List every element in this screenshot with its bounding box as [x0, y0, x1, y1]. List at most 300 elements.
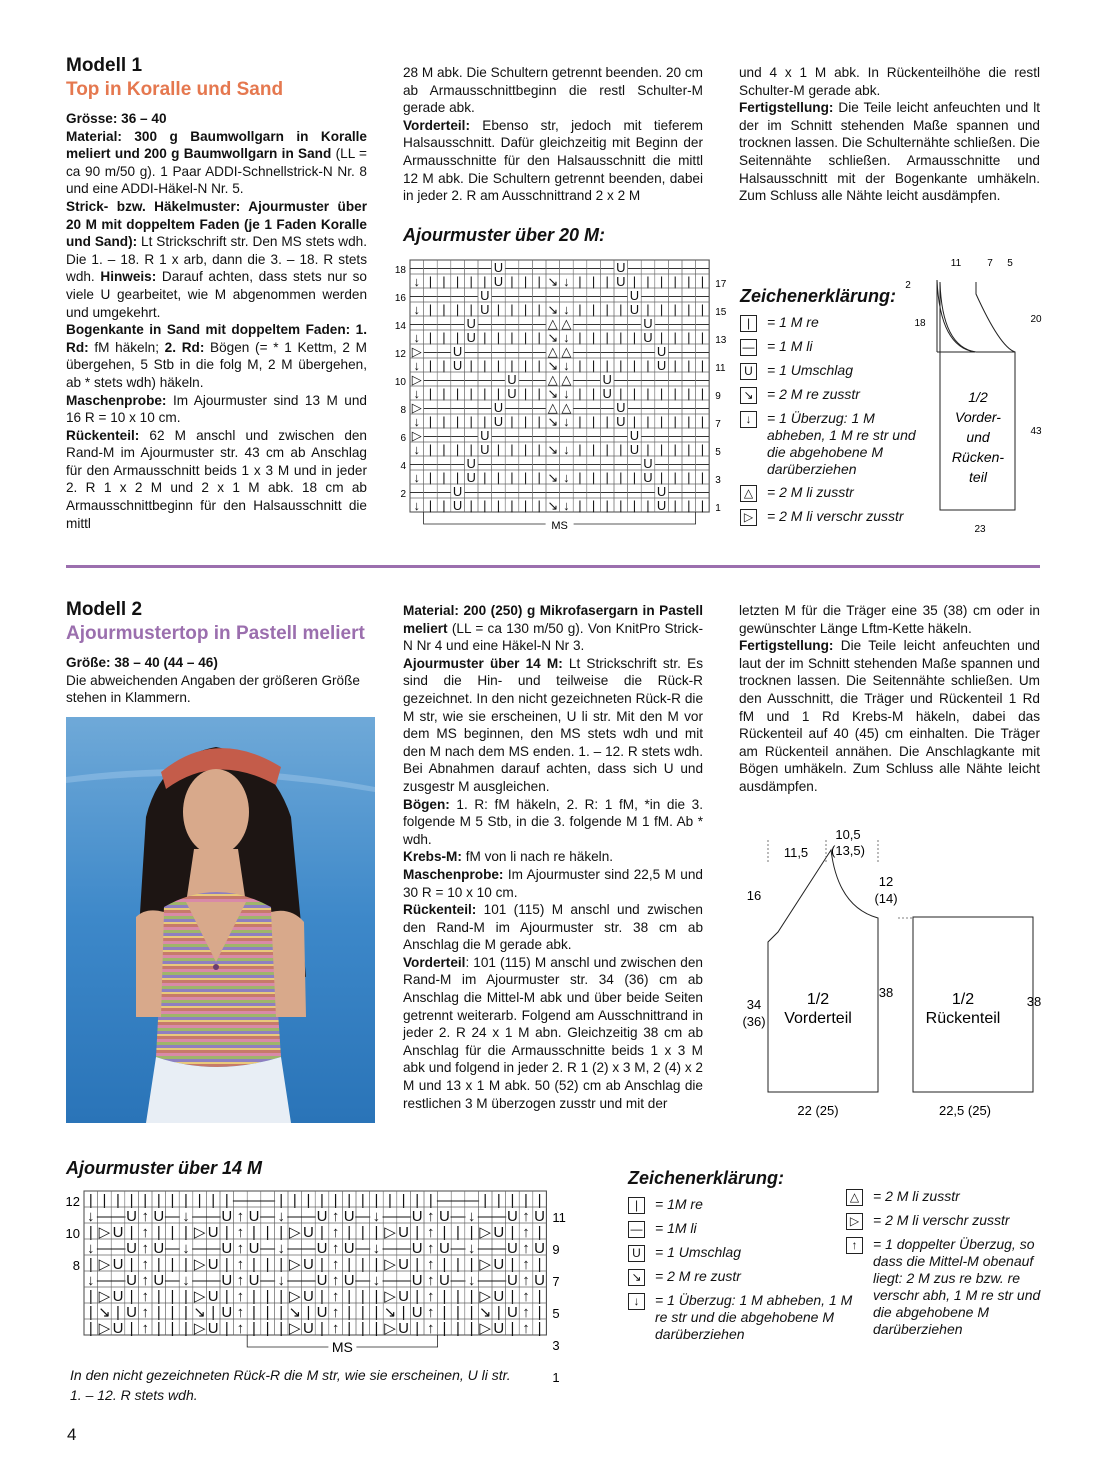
- chart-cell-symbol: |: [170, 1192, 175, 1209]
- chart-cell-symbol: —: [96, 1208, 112, 1225]
- chart-cell-symbol: —: [695, 456, 709, 471]
- model1-col3: [739, 64, 1040, 205]
- chart-cell-symbol: |: [415, 1288, 420, 1305]
- model2-col3: [739, 602, 1040, 796]
- m2-dim-14: (14): [874, 891, 898, 906]
- chart-cell-symbol: |: [646, 414, 650, 429]
- chart-cell-symbol: —: [682, 316, 696, 331]
- chart-cell-symbol: U: [248, 1208, 260, 1225]
- chart-cell-symbol: —: [205, 1272, 221, 1289]
- chart-cell-symbol: —: [559, 456, 573, 471]
- chart-cell-symbol: —: [491, 372, 505, 387]
- model2-title: Modell 2: [66, 599, 143, 620]
- chart-cell-symbol: U: [616, 400, 626, 415]
- m2-dim-38a: 38: [878, 985, 894, 1000]
- chart-cell-symbol: ↑: [236, 1320, 245, 1337]
- chart-cell-symbol: ↓: [413, 414, 421, 429]
- model2-legend-item: [846, 1188, 1046, 1206]
- chart-cell-symbol: —: [477, 1272, 493, 1289]
- chart-cell-symbol: |: [510, 1192, 515, 1209]
- chart-cell-symbol: △: [561, 400, 572, 415]
- model1-legend-label: = 2 M li zusstr: [767, 484, 854, 500]
- chart-cell-symbol: —: [437, 260, 451, 275]
- model2-col1: [66, 598, 371, 707]
- chart-cell-symbol: |: [605, 302, 609, 317]
- chart-cell-symbol: |: [510, 1320, 515, 1337]
- m2-dim-top2: (13,5): [831, 843, 865, 858]
- schematic-dimension: 7: [987, 258, 993, 269]
- chart-cell-symbol: —: [655, 400, 669, 415]
- chart-cell-symbol: U: [466, 330, 476, 345]
- chart-cell-symbol: —: [450, 1272, 466, 1289]
- chart-cell-symbol: U: [248, 1272, 260, 1289]
- m2-dim-top: 10,5: [835, 827, 861, 842]
- chart-cell-symbol: ↑: [141, 1224, 149, 1241]
- chart-cell-symbol: |: [510, 1256, 515, 1273]
- chart-cell-symbol: |: [374, 1224, 379, 1241]
- chart-cell-symbol: —: [600, 316, 614, 331]
- chart-cell-symbol: ↓: [372, 1272, 381, 1289]
- chart-cell-symbol: —: [478, 316, 492, 331]
- chart-cell-symbol: |: [265, 1320, 270, 1337]
- chart-cell-symbol: |: [578, 414, 582, 429]
- chart-cell-symbol: —: [450, 1208, 466, 1225]
- chart-cell-symbol: —: [519, 344, 533, 359]
- chart-cell-symbol: |: [360, 1224, 365, 1241]
- chart-cell-symbol: —: [655, 316, 669, 331]
- chart-cell-symbol: ↑: [427, 1288, 435, 1305]
- chart-cell-symbol: |: [632, 330, 637, 345]
- model1-front: Vorderteil: Ebenso str, jedoch mit tieferem Halsausschnitt. Dafür gleichzeitig mit Beginn der Armausschnitte für den Halsausschnitt die mittl 12 M abk. Die Schultern getrennt beenden, dabei in jeder 2. R am Ausschnittrand 2 x 2 M: [403, 117, 703, 204]
- chart-cell-symbol: —: [355, 1272, 371, 1289]
- chart-cell-symbol: |: [469, 414, 473, 429]
- chart-cell-symbol: |: [510, 442, 514, 457]
- chart-cell-symbol: U: [466, 470, 476, 485]
- chart-cell-symbol: |: [428, 274, 433, 289]
- model1-shoulders: 28 M abk. Die Schultern getrennt beenden. 20 cm ab Armausschnittbeginn die restl Schulter-M gerade abk.: [403, 65, 703, 116]
- chart-cell-symbol: △: [547, 400, 558, 415]
- chart-cell-symbol: U: [493, 1224, 505, 1241]
- m2-dim-38b: 38: [1026, 994, 1042, 1009]
- model2-legend-right: [846, 1188, 1046, 1344]
- chart-cell-symbol: —: [410, 260, 424, 275]
- chart-cell-symbol: U: [398, 1320, 410, 1337]
- chart-row-number: 15: [715, 307, 727, 318]
- chart-cell-symbol: |: [455, 330, 460, 345]
- chart-cell-symbol: |: [510, 1288, 515, 1305]
- chart-cell-symbol: —: [519, 288, 533, 303]
- chart-cell-symbol: |: [687, 498, 691, 513]
- chart-cell-symbol: —: [600, 344, 614, 359]
- chart-cell-symbol: U: [302, 1256, 314, 1273]
- chart-cell-symbol: |: [483, 358, 487, 373]
- chart-cell-symbol: —: [614, 456, 628, 471]
- chart-cell-symbol: —: [532, 260, 546, 275]
- chart-cell-symbol: —: [573, 316, 587, 331]
- chart-cell-symbol: ↓: [182, 1240, 190, 1257]
- chart-cell-symbol: —: [396, 1272, 412, 1289]
- chart-cell-symbol: |: [455, 386, 460, 401]
- chart-cell-symbol: |: [265, 1256, 270, 1273]
- chart-cell-symbol: U: [643, 316, 653, 331]
- model1-schematic: [900, 252, 1060, 542]
- model2-legend: [628, 1170, 858, 1349]
- chart-cell-symbol: —: [423, 344, 437, 359]
- chart-cell-symbol: U: [480, 288, 490, 303]
- chart-cell-symbol: —: [437, 316, 451, 331]
- chart-cell-symbol: U: [493, 1320, 505, 1337]
- chart-cell-symbol: |: [88, 1320, 93, 1337]
- chart-cell-symbol: ▷: [411, 372, 422, 387]
- chart-cell-symbol: —: [96, 1240, 112, 1257]
- chart-cell-symbol: U: [153, 1272, 165, 1289]
- chart-cell-symbol: —: [478, 456, 492, 471]
- chart-cell-symbol: |: [88, 1288, 93, 1305]
- chart-cell-symbol: U: [656, 498, 667, 513]
- chart-cell-symbol: |: [252, 1320, 256, 1337]
- chart-cell-symbol: —: [573, 372, 587, 387]
- chart-cell-symbol: |: [700, 442, 705, 457]
- chart-cell-symbol: |: [537, 1320, 542, 1337]
- schematic-dimension: 2: [905, 280, 911, 291]
- chart-cell-symbol: ↓: [413, 442, 421, 457]
- chart-cell-symbol: |: [619, 442, 623, 457]
- chart-cell-symbol: —: [464, 428, 478, 443]
- chart-cell-symbol: ▷: [98, 1288, 111, 1305]
- chart-cell-symbol: —: [478, 260, 492, 275]
- chart-cell-symbol: ↘: [547, 302, 559, 317]
- chart-cell-symbol: —: [396, 1240, 412, 1257]
- chart-cell-symbol: —: [587, 288, 601, 303]
- model2-back: Rückenteil: 101 (115) M anschl und zwischen den Rand-M im Ajourmuster str. 38 cm ab Anschlag die M gerade abk.: [403, 902, 703, 953]
- chart-cell-symbol: U: [616, 274, 626, 289]
- chart-cell-symbol: ↓: [413, 358, 421, 373]
- chart-cell-symbol: ↑: [522, 1304, 530, 1321]
- chart-cell-symbol: |: [279, 1304, 284, 1321]
- chart-cell-symbol: —: [451, 428, 465, 443]
- chart-cell-symbol: ↑: [522, 1288, 530, 1305]
- chart-cell-symbol: |: [537, 470, 541, 485]
- chart-cell-symbol: |: [673, 442, 677, 457]
- chart-cell-symbol: |: [360, 1192, 365, 1209]
- chart-cell-symbol: U: [602, 386, 612, 401]
- chart-cell-symbol: |: [591, 498, 596, 513]
- chart-cell-symbol: |: [687, 470, 691, 485]
- chart-cell-symbol: —: [477, 1240, 493, 1257]
- chart-cell-symbol: —: [668, 428, 682, 443]
- chart-cell-symbol: —: [668, 456, 682, 471]
- chart-cell-symbol: U: [221, 1272, 233, 1289]
- chart-cell-symbol: |: [496, 470, 501, 485]
- chart-cell-symbol: △: [561, 372, 572, 387]
- chart-cell-symbol: —: [451, 400, 465, 415]
- chart-cell-symbol: —: [382, 1208, 398, 1225]
- chart-cell-symbol: |: [687, 358, 691, 373]
- chart-cell-symbol: —: [573, 344, 587, 359]
- chart-cell-symbol: U: [221, 1304, 233, 1321]
- chart-cell-symbol: |: [632, 358, 637, 373]
- chart-cell-symbol: —: [464, 288, 478, 303]
- stitch-symbol-icon: |: [628, 1197, 645, 1214]
- chart-cell-symbol: U: [207, 1224, 219, 1241]
- chart-cell-symbol: |: [700, 470, 705, 485]
- chart-cell-symbol: |: [456, 1320, 460, 1337]
- chart-cell-symbol: |: [455, 414, 460, 429]
- chart-cell-symbol: ↑: [427, 1208, 435, 1225]
- chart-cell-symbol: |: [415, 1256, 420, 1273]
- chart-cell-symbol: ↓: [182, 1208, 190, 1225]
- chart-cell-symbol: |: [537, 1304, 542, 1321]
- chart-cell-symbol: ↓: [277, 1208, 285, 1225]
- chart-cell-symbol: —: [110, 1208, 126, 1225]
- chart-cell-symbol: |: [455, 442, 460, 457]
- model1-size: Grösse: 36 – 40: [66, 111, 167, 126]
- chart-cell-symbol: —: [668, 288, 682, 303]
- chart-cell-symbol: |: [591, 386, 596, 401]
- chart-cell-symbol: —: [600, 400, 614, 415]
- chart-cell-symbol: |: [700, 330, 705, 345]
- chart-cell-symbol: |: [523, 414, 528, 429]
- model2-legend-label: = 1 doppelter Überzug, so dass die Mittel-M obenauf liegt: 2 M zus re bzw. re verschr abh, 1 M re str und die abgehobene M darüberziehen: [873, 1236, 1041, 1337]
- chart-cell-symbol: |: [659, 470, 664, 485]
- chart-cell-symbol: U: [411, 1272, 423, 1289]
- chart-cell-symbol: |: [455, 274, 460, 289]
- chart-cell-symbol: U: [316, 1208, 328, 1225]
- chart-cell-symbol: ↑: [141, 1304, 149, 1321]
- chart-cell-symbol: |: [523, 274, 528, 289]
- chart-cell-symbol: —: [587, 428, 601, 443]
- chart-cell-symbol: |: [537, 1192, 542, 1209]
- chart-cell-symbol: |: [510, 302, 514, 317]
- chart-cell-symbol: ↑: [331, 1304, 340, 1321]
- schematic-dimension: 5: [1007, 258, 1013, 269]
- chart-cell-symbol: |: [605, 414, 609, 429]
- chart-cell-symbol: |: [455, 470, 460, 485]
- model1-legend-label: = 1 M re: [767, 314, 819, 330]
- chart-cell-symbol: |: [673, 358, 677, 373]
- chart-cell-symbol: |: [184, 1320, 188, 1337]
- chart-cell-symbol: U: [438, 1272, 450, 1289]
- stitch-symbol-icon: ↘: [740, 387, 757, 404]
- chart-cell-symbol: |: [523, 302, 528, 317]
- chart-cell-symbol: U: [493, 414, 504, 429]
- model1-title: Modell 1: [66, 55, 143, 76]
- chart-cell-symbol: |: [700, 386, 705, 401]
- chart-cell-symbol: —: [532, 428, 546, 443]
- chart-cell-symbol: U: [506, 1240, 518, 1257]
- chart-cell-symbol: |: [510, 498, 514, 513]
- chart-cell-symbol: U: [248, 1240, 260, 1257]
- model2-legend-label: = 1 Überzug: 1 M abheben, 1 M re str und die abgehobene M darüberziehen: [655, 1292, 853, 1342]
- chart-cell-symbol: ↑: [141, 1256, 149, 1273]
- chart-cell-symbol: ▷: [411, 344, 422, 359]
- chart-cell-symbol: ▷: [479, 1320, 491, 1337]
- chart-cell-symbol: U: [411, 1304, 423, 1321]
- chart-cell-symbol: |: [673, 498, 677, 513]
- chart-cell-symbol: U: [493, 400, 504, 415]
- chart-cell-symbol: |: [320, 1320, 324, 1337]
- chart-cell-symbol: —: [491, 1208, 507, 1225]
- chart-cell-symbol: U: [207, 1288, 219, 1305]
- chart-cell-symbol: U: [153, 1208, 165, 1225]
- page-number: 4: [67, 1425, 77, 1444]
- chart-cell-symbol: —: [668, 484, 682, 499]
- chart-cell-symbol: —: [423, 400, 437, 415]
- chart-cell-symbol: U: [302, 1320, 314, 1337]
- chart-cell-symbol: —: [559, 288, 573, 303]
- model1-legend-label: = 2 M li verschr zusstr: [767, 508, 904, 524]
- stitch-symbol-icon: ▷: [740, 509, 757, 526]
- chart-repeat-label: MS: [331, 1339, 353, 1355]
- chart-cell-symbol: —: [355, 1240, 371, 1257]
- section-divider: [66, 565, 1040, 568]
- chart-cell-symbol: —: [627, 316, 641, 331]
- chart-cell-symbol: |: [496, 1304, 501, 1321]
- chart-cell-symbol: —: [655, 372, 669, 387]
- chart-cell-symbol: —: [451, 316, 465, 331]
- chart-cell-symbol: |: [170, 1256, 175, 1273]
- chart-cell-symbol: ↓: [563, 330, 570, 345]
- chart-cell-symbol: —: [423, 260, 437, 275]
- chart-cell-symbol: |: [401, 1192, 406, 1209]
- chart-cell-symbol: —: [546, 288, 560, 303]
- chart-cell-symbol: ↓: [413, 386, 421, 401]
- chart-cell-symbol: —: [655, 428, 669, 443]
- chart-cell-symbol: |: [496, 498, 501, 513]
- chart-row-number: 8: [72, 1258, 80, 1273]
- chart-cell-symbol: |: [510, 414, 514, 429]
- chart-cell-symbol: ↓: [563, 386, 570, 401]
- chart-cell-symbol: —: [614, 428, 628, 443]
- chart-cell-symbol: —: [423, 428, 437, 443]
- chart-cell-symbol: —: [573, 484, 587, 499]
- chart-cell-symbol: ↓: [182, 1272, 190, 1289]
- chart-cell-symbol: |: [605, 442, 609, 457]
- chart-cell-symbol: —: [423, 456, 437, 471]
- chart-cell-symbol: |: [170, 1288, 175, 1305]
- chart-cell-symbol: U: [629, 302, 640, 317]
- model2-legend-item: [628, 1220, 858, 1238]
- chart-cell-symbol: U: [629, 428, 640, 443]
- chart-cell-symbol: —: [410, 316, 424, 331]
- chart-cell-symbol: —: [668, 260, 682, 275]
- chart-cell-symbol: U: [480, 302, 490, 317]
- chart-cell-symbol: ↑: [427, 1240, 435, 1257]
- chart-cell-symbol: |: [88, 1192, 93, 1209]
- chart-cell-symbol: |: [510, 330, 514, 345]
- m2-dim-16: 16: [746, 888, 762, 903]
- chart-cell-symbol: U: [126, 1240, 138, 1257]
- stitch-symbol-icon: ▷: [846, 1213, 863, 1230]
- chart-cell-symbol: U: [221, 1208, 233, 1225]
- chart-cell-symbol: U: [534, 1272, 546, 1289]
- chart-cell-symbol: —: [110, 1272, 126, 1289]
- chart-cell-symbol: ↓: [563, 470, 570, 485]
- chart-cell-symbol: —: [546, 456, 560, 471]
- chart-cell-symbol: U: [438, 1208, 450, 1225]
- chart-cell-symbol: |: [374, 1320, 379, 1337]
- chart-cell-symbol: —: [614, 344, 628, 359]
- chart-cell-symbol: |: [456, 1288, 460, 1305]
- chart-cell-symbol: |: [252, 1224, 256, 1241]
- model2-legend-label: = 2 M li zusstr: [873, 1188, 960, 1204]
- chart-cell-symbol: ▷: [98, 1320, 111, 1337]
- chart-cell-symbol: U: [452, 484, 463, 499]
- chart-cell-symbol: —: [478, 484, 492, 499]
- chart-row-number: 9: [552, 1242, 560, 1257]
- chart-cell-symbol: U: [302, 1224, 314, 1241]
- chart-cell-symbol: —: [587, 344, 601, 359]
- model2-legend-item: [628, 1292, 858, 1343]
- chart-cell-symbol: |: [428, 414, 433, 429]
- chart-cell-symbol: |: [537, 302, 541, 317]
- model1-legend-label: = 1 M li: [767, 338, 813, 354]
- chart-cell-symbol: —: [519, 456, 533, 471]
- chart-cell-symbol: ↘: [547, 358, 559, 373]
- chart-cell-symbol: |: [442, 330, 446, 345]
- chart-cell-symbol: |: [632, 470, 637, 485]
- chart-cell-symbol: ↑: [236, 1256, 245, 1273]
- chart-cell-symbol: U: [643, 330, 653, 345]
- model1-back: Rückenteil: 62 M anschl und zwischen den Rand-M im Ajourmuster str. 43 cm ab Anschlag für den Armausschnitt beids 1 x 3 M und in jeder 2. R 1 x 2 M und 2 x 1 M abk. 18 cm ab Armausschnittbeginn für den Halsausschnitt die mittl: [66, 427, 367, 531]
- chart-cell-symbol: |: [700, 274, 705, 289]
- chart-cell-symbol: |: [116, 1304, 120, 1321]
- chart-cell-symbol: |: [428, 386, 433, 401]
- chart-cell-symbol: —: [641, 288, 655, 303]
- chart-cell-symbol: —: [382, 1240, 398, 1257]
- chart-cell-symbol: |: [469, 386, 473, 401]
- chart-cell-symbol: U: [629, 442, 640, 457]
- chart-cell-symbol: U: [398, 1288, 410, 1305]
- chart-cell-symbol: |: [455, 302, 460, 317]
- chart-cell-symbol: |: [102, 1192, 107, 1209]
- chart-cell-symbol: |: [129, 1320, 134, 1337]
- chart-cell-symbol: |: [360, 1288, 365, 1305]
- chart-cell-symbol: —: [668, 344, 682, 359]
- chart-cell-symbol: ↑: [141, 1288, 149, 1305]
- chart-cell-symbol: |: [442, 302, 446, 317]
- chart-cell-symbol: |: [687, 302, 691, 317]
- stitch-symbol-icon: U: [740, 363, 757, 380]
- chart-row-number: 9: [715, 391, 721, 402]
- chart-cell-symbol: |: [483, 386, 487, 401]
- chart-cell-symbol: |: [224, 1320, 229, 1337]
- chart-cell-symbol: |: [687, 414, 691, 429]
- chart-cell-symbol: ↑: [236, 1240, 245, 1257]
- chart-cell-symbol: |: [442, 386, 446, 401]
- chart-cell-symbol: —: [573, 288, 587, 303]
- chart-cell-symbol: —: [451, 288, 465, 303]
- chart-cell-symbol: U: [316, 1240, 328, 1257]
- chart-cell-symbol: |: [510, 358, 514, 373]
- stitch-symbol-icon: ↑: [846, 1237, 863, 1254]
- chart-cell-symbol: |: [347, 1304, 352, 1321]
- chart-cell-symbol: |: [687, 442, 691, 457]
- chart-cell-symbol: |: [646, 302, 650, 317]
- chart-cell-symbol: ↓: [563, 442, 570, 457]
- chart-cell-symbol: —: [532, 456, 546, 471]
- model2-legend-item: [846, 1212, 1046, 1230]
- model1-material: Material: 300 g Baumwollgarn in Koralle meliert und 200 g Baumwollgarn in Sand (LL = ca 90 m/50 g). 1 Paar ADDI-Schnellstrick-N Nr. 8 und eine ADDI-Häkel-N Nr. 5.: [66, 128, 367, 197]
- chart-cell-symbol: |: [320, 1224, 324, 1241]
- chart-cell-symbol: ↘: [383, 1304, 397, 1321]
- chart-cell-symbol: —: [192, 1208, 208, 1225]
- chart-cell-symbol: ↑: [522, 1320, 530, 1337]
- chart-cell-symbol: —: [519, 316, 533, 331]
- chart-cell-symbol: |: [428, 498, 433, 513]
- chart-cell-symbol: ↑: [522, 1256, 530, 1273]
- chart-cell-symbol: |: [659, 442, 664, 457]
